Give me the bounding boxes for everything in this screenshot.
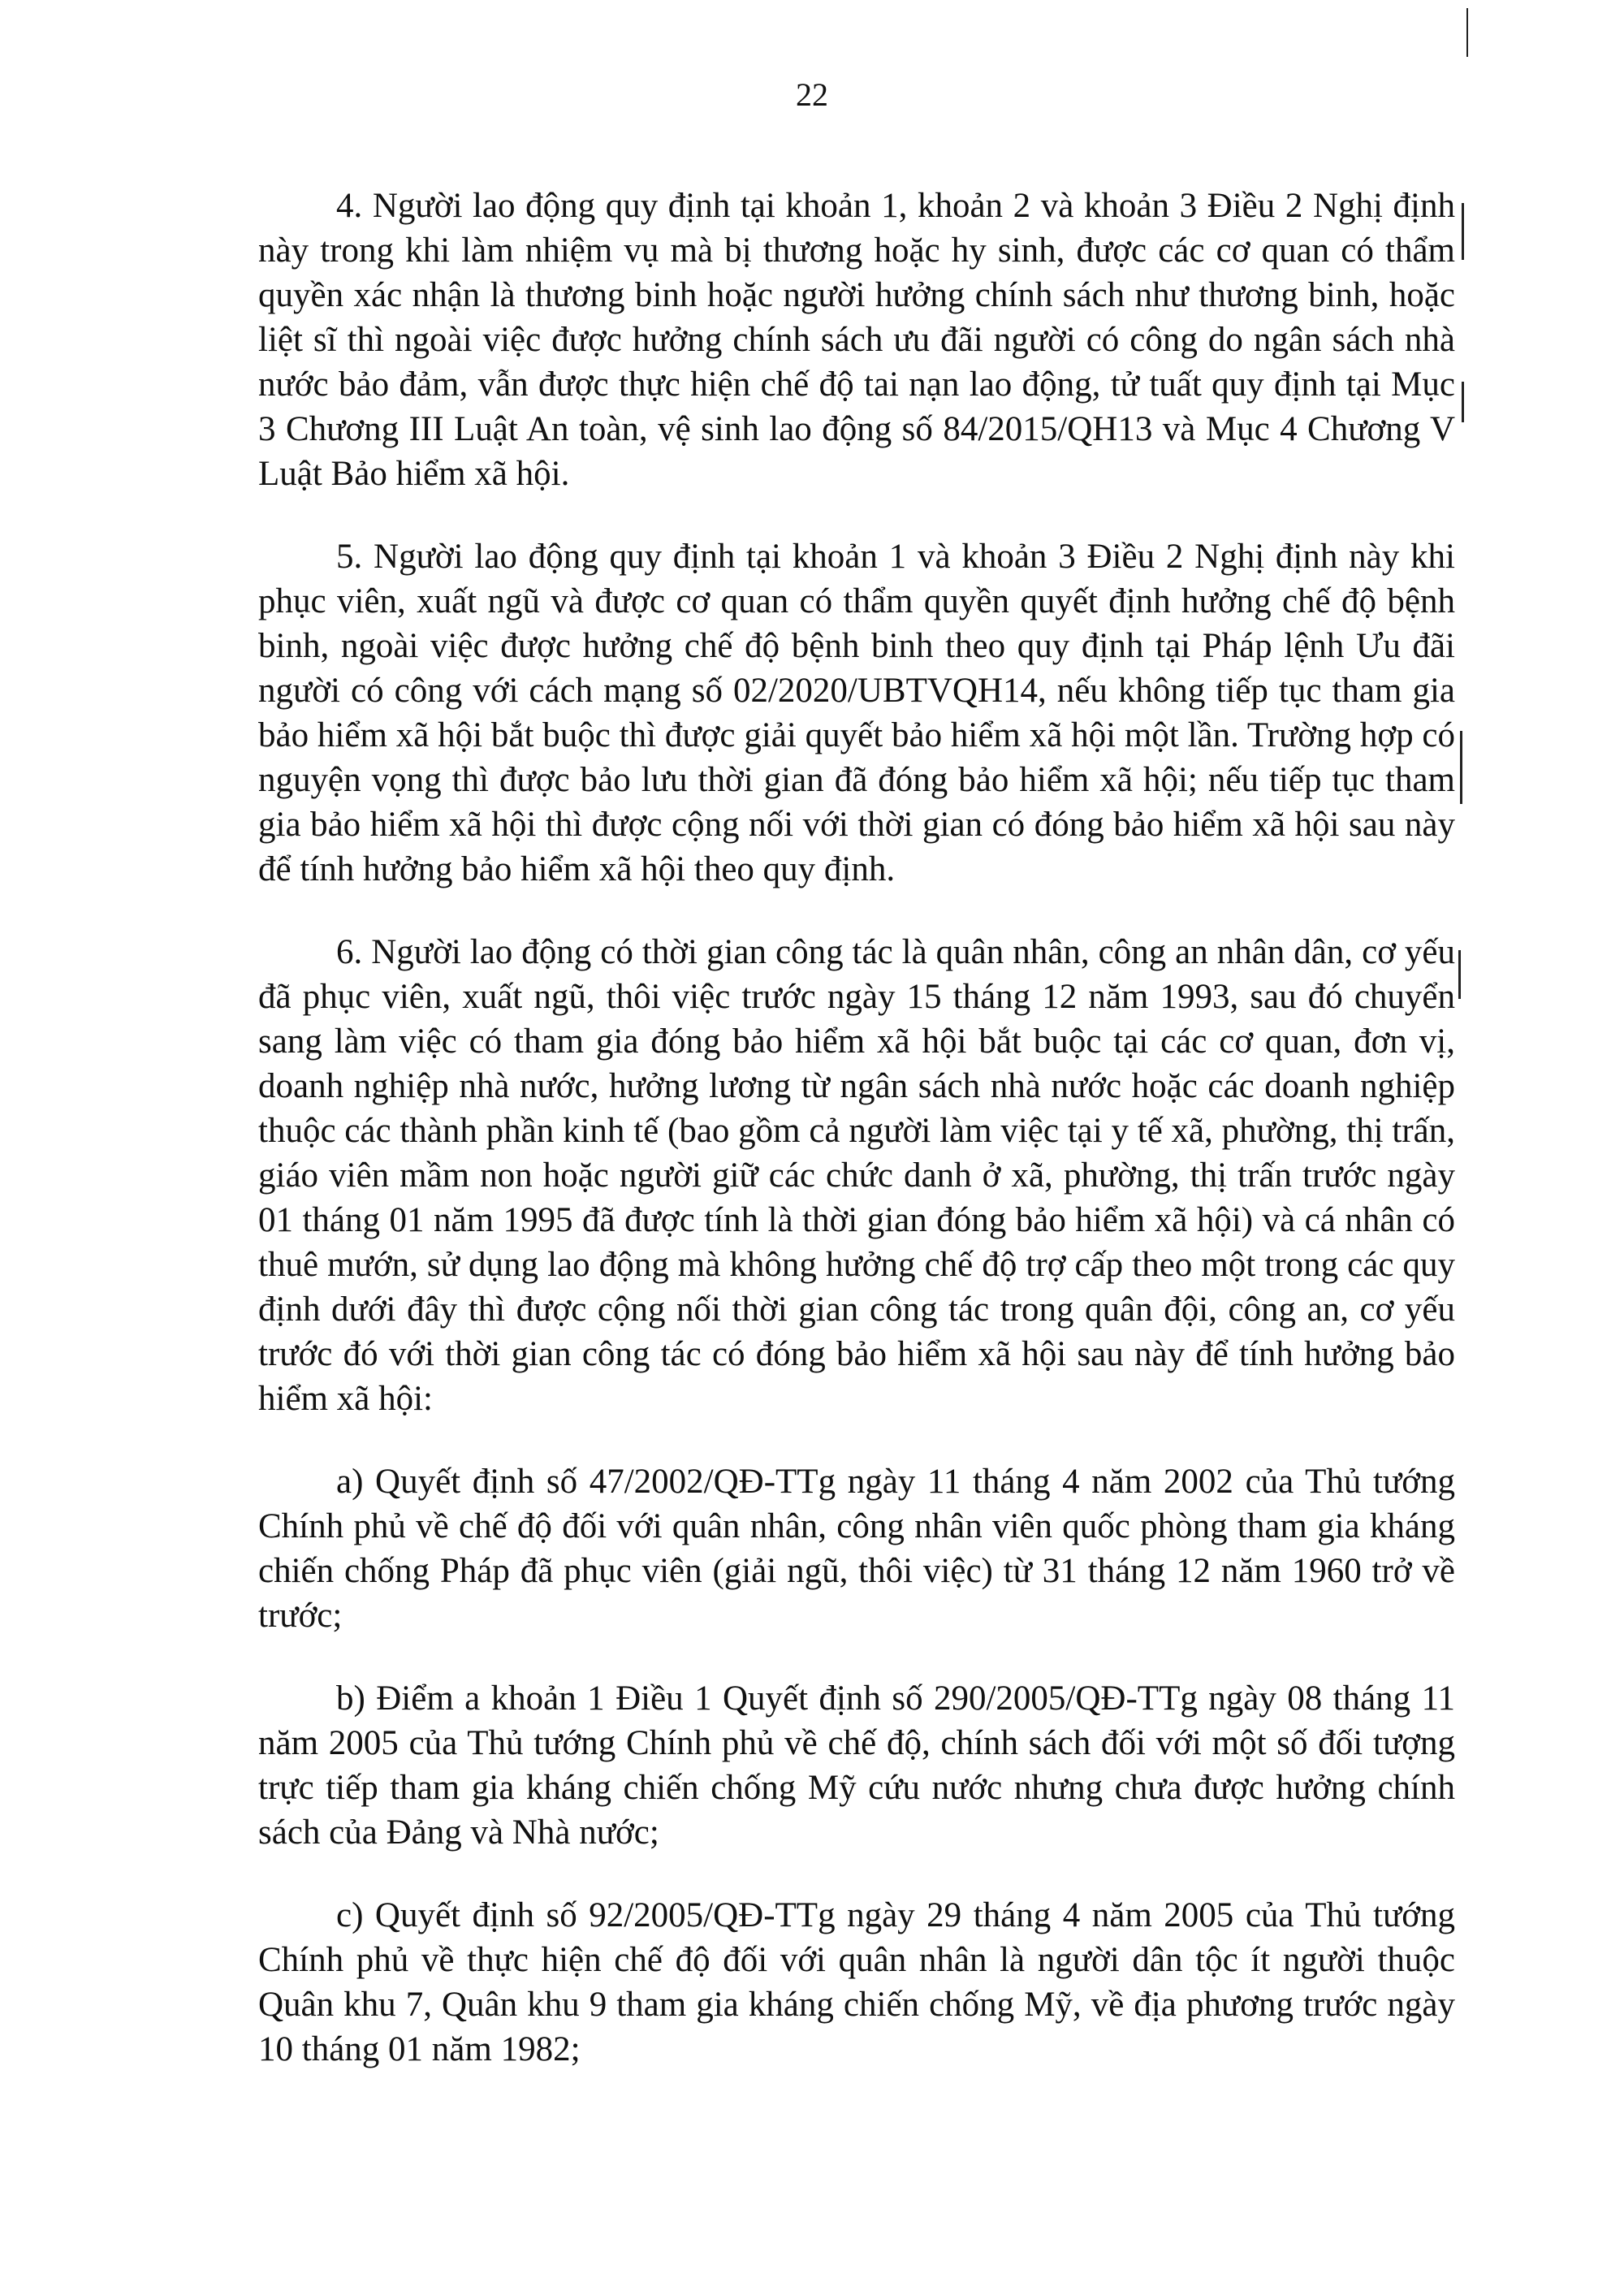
paragraph-5: 5. Người lao động quy định tại khoản 1 và khoản 3 Điều 2 Nghị định này khi phục viên, xuất ngũ và được cơ quan có thẩm quyền quyết định hưởng chế độ bệnh binh, ngoài việc được hưởng chế độ bệnh binh theo quy định tại Pháp lệnh Ưu đãi người có công với cách mạng số 02/2020/UBTVQH14, nếu không tiếp tục tham gia bảo hiểm xã hội bắt buộc thì được giải quyết bảo hiểm xã hội một lần. Trường hợp có nguyện vọng thì được bảo lưu thời gian đã đóng bảo hiểm xã hội; nếu tiếp tục tham gia bảo hiểm xã hội thì được cộng nối với thời gian có đóng bảo hiểm xã hội sau này để tính hưởng bảo hiểm xã hội theo quy định. — [258, 538, 1455, 888]
scan-edge-mark — [1460, 731, 1462, 804]
paragraph-6b: b) Điểm a khoản 1 Điều 1 Quyết định số 290/2005/QĐ-TTg ngày 08 tháng 11 năm 2005 của Thủ tướng Chính phủ về chế độ, chính sách đối với một số đối tượng trực tiếp tham gia kháng chiến chống Mỹ cứu nước nhưng chưa được hưởng chính sách của Đảng và Nhà nước; — [258, 1679, 1455, 1852]
paragraph-6: 6. Người lao động có thời gian công tác là quân nhân, công an nhân dân, cơ yếu đã phục viên, xuất ngũ, thôi việc trước ngày 15 tháng 12 năm 1993, sau đó chuyển sang làm việc có tham gia đóng bảo hiểm xã hội bắt buộc tại các cơ quan, đơn vị, doanh nghiệp nhà nước, hưởng lương từ ngân sách nhà nước hoặc các doanh nghiệp thuộc các thành phần kinh tế (bao gồm cả người làm việc tại y tế xã, phường, thị trấn, giáo viên mầm non hoặc người giữ các chức danh ở xã, phường, thị trấn trước ngày 01 tháng 01 năm 1995 đã được tính là thời gian đóng bảo hiểm xã hội) và cá nhân có thuê mướn, sử dụng lao động mà không hưởng chế độ trợ cấp theo một trong các quy định dưới đây thì được cộng nối thời gian công tác trong quân đội, công an, cơ yếu trước đó với thời gian công tác có đóng bảo hiểm xã hội sau này để tính hưởng bảo hiểm xã hội: — [258, 933, 1455, 1418]
document-body — [258, 184, 1455, 2072]
scan-edge-mark — [1466, 8, 1468, 57]
scan-edge-mark — [1462, 203, 1464, 260]
scan-edge-mark — [1458, 950, 1461, 999]
paragraph-6a: a) Quyết định số 47/2002/QĐ-TTg ngày 11 tháng 4 năm 2002 của Thủ tướng Chính phủ về chế độ đối với quân nhân, công nhân viên quốc phòng tham gia kháng chiến chống Pháp đã phục viên (giải ngũ, thôi việc) từ 31 tháng 12 năm 1960 trở về trước; — [258, 1463, 1455, 1635]
paragraph-4: 4. Người lao động quy định tại khoản 1, khoản 2 và khoản 3 Điều 2 Nghị định này trong khi làm nhiệm vụ mà bị thương hoặc hy sinh, được các cơ quan có thẩm quyền xác nhận là thương binh hoặc người hưởng chính sách như thương binh, hoặc liệt sĩ thì ngoài việc được hưởng chính sách ưu đãi người có công do ngân sách nhà nước bảo đảm, vẫn được thực hiện chế độ tai nạn lao động, tử tuất quy định tại Mục 3 Chương III Luật An toàn, vệ sinh lao động số 84/2015/QH13 và Mục 4 Chương V Luật Bảo hiểm xã hội. — [258, 187, 1455, 493]
paragraph-6c: c) Quyết định số 92/2005/QĐ-TTg ngày 29 tháng 4 năm 2005 của Thủ tướng Chính phủ về thực hiện chế độ đối với quân nhân là người dân tộc ít người thuộc Quân khu 7, Quân khu 9 tham gia kháng chiến chống Mỹ, về địa phương trước ngày 10 tháng 01 năm 1982; — [258, 1896, 1455, 2068]
scan-edge-mark — [1462, 382, 1464, 422]
page-number: 22 — [796, 76, 828, 113]
